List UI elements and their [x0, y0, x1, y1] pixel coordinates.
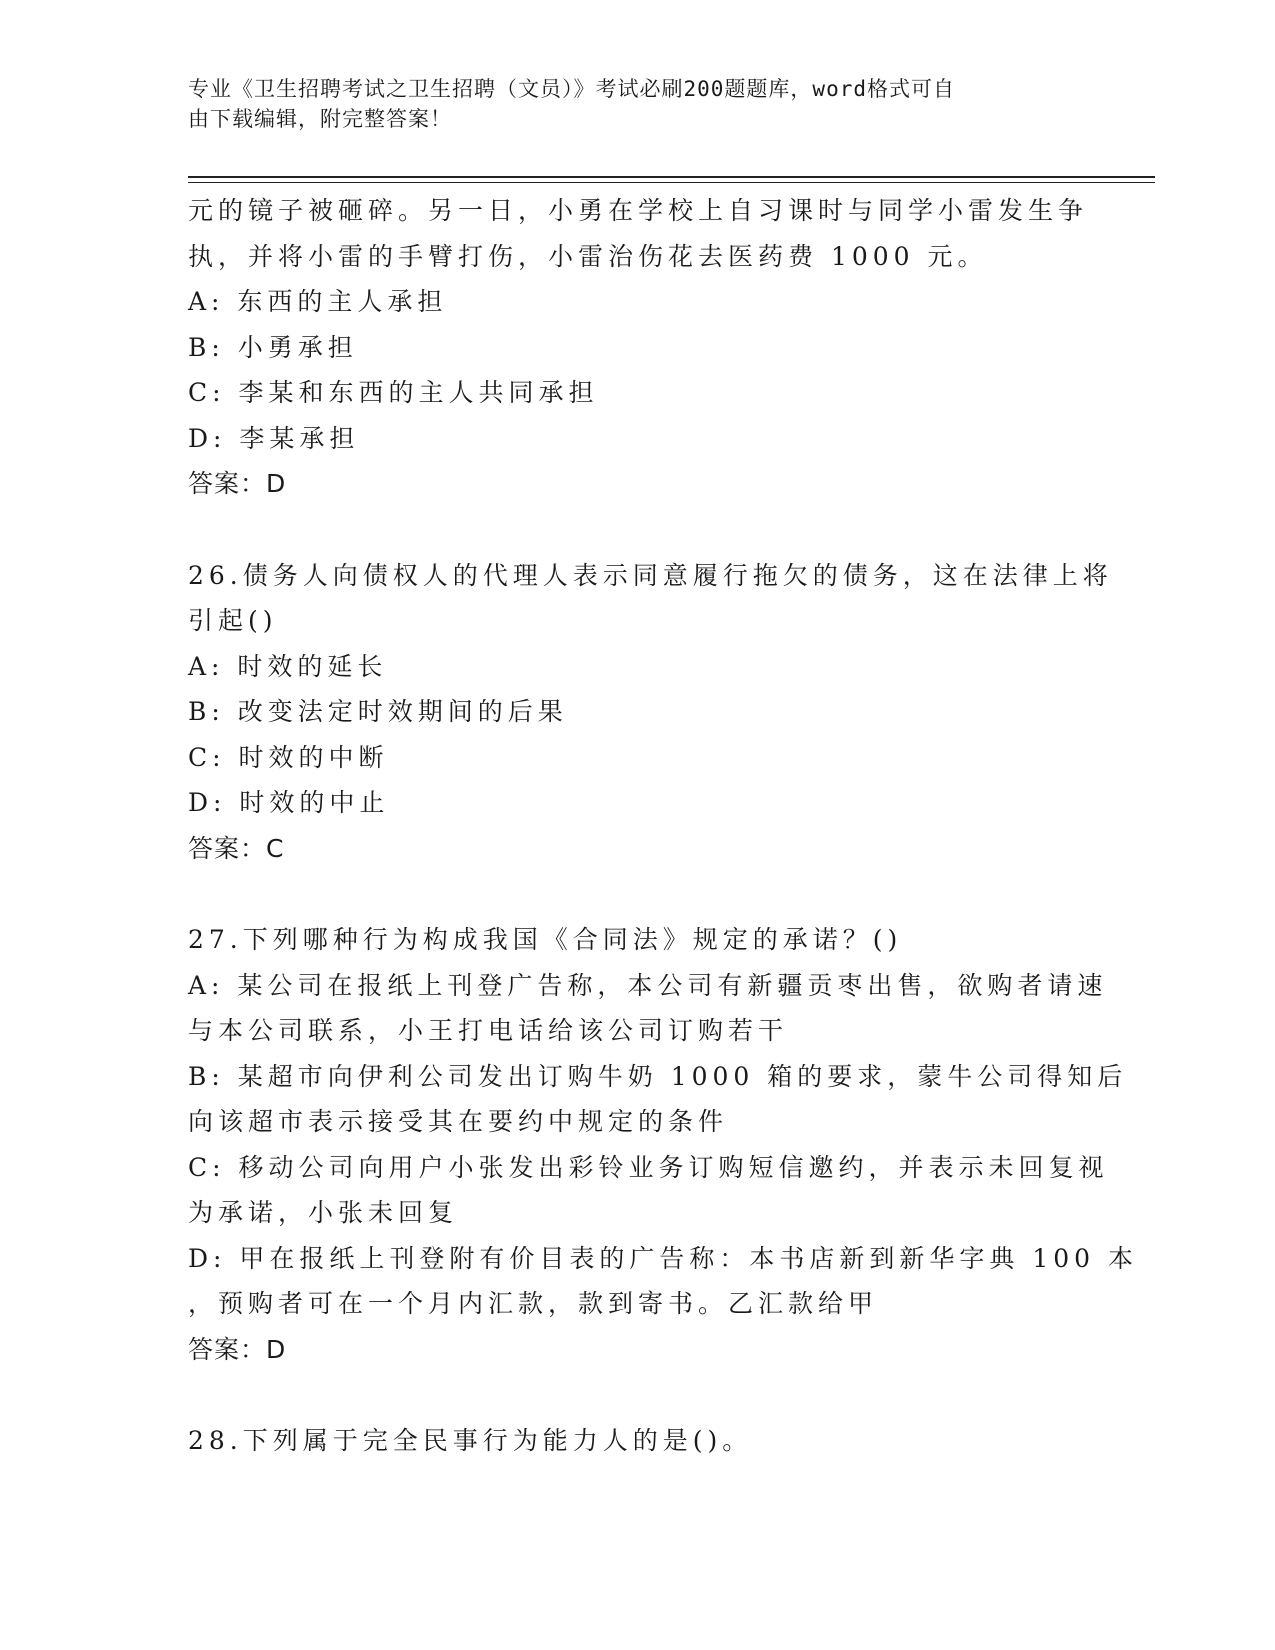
answer-line: 答案：C — [188, 833, 285, 863]
document-header — [188, 74, 1068, 134]
answer-line: 答案：D — [188, 469, 287, 498]
spacer — [188, 871, 1128, 917]
option-b: B: 小勇承担 — [188, 332, 358, 362]
option-c: C: 李某和东西的主人共同承担 — [188, 378, 599, 407]
option-a-continued: 与本公司联系，小王打电话给该公司订购若干 — [188, 1016, 789, 1045]
header-divider-thin — [188, 182, 1155, 183]
option-d: D: 李某承担 — [188, 423, 360, 453]
spacer — [188, 1372, 1128, 1418]
option-a: A: 时效的延长 — [188, 651, 388, 681]
option-c: C: 时效的中断 — [188, 742, 389, 772]
spacer — [188, 507, 1128, 553]
question-text-line: 引起() — [188, 606, 278, 635]
answer-line: 答案：D — [188, 1334, 287, 1364]
option-b: B: 改变法定时效期间的后果 — [188, 697, 568, 726]
option-d: D: 时效的中止 — [188, 788, 390, 817]
question-text-line: 26.债务人向债权人的代理人表示同意履行拖欠的债务，这在法律上将 — [188, 560, 1113, 590]
option-d: D: 甲在报纸上刊登附有价目表的广告称：本书店新到新华字典 100 本 — [188, 1243, 1139, 1273]
option-b-continued: 向该超市表示接受其在要约中规定的条件 — [188, 1107, 729, 1136]
option-b: B: 某超市向伊利公司发出订购牛奶 1000 箱的要求，蒙牛公司得知后 — [188, 1061, 1128, 1091]
option-d-continued: ，预购者可在一个月内汇款，款到寄书。乙汇款给甲 — [188, 1289, 879, 1318]
question-text-line: 27.下列哪种行为构成我国《合同法》规定的承诺？() — [188, 925, 903, 954]
option-c: C: 移动公司向用户小张发出彩铃业务订购短信邀约，并表示未回复视 — [188, 1152, 1109, 1182]
header-line-1: 专业《卫生招聘考试之卫生招聘（文员）》考试必刷200题题库，word格式可自 — [188, 77, 955, 101]
question-text-line: 执，并将小雷的手臂打伤，小雷治伤花去医药费 1000 元。 — [188, 241, 988, 271]
question-text-line: 元的镜子被砸碎。另一日，小勇在学校上自习课时与同学小雷发生争 — [188, 196, 1089, 225]
header-divider — [188, 176, 1155, 178]
question-text-line: 28.下列属于完全民事行为能力人的是()。 — [188, 1426, 753, 1455]
document-body — [188, 188, 1139, 1464]
option-a: A: 东西的主人承担 — [188, 287, 448, 316]
option-a: A: 某公司在报纸上刊登广告称，本公司有新疆贡枣出售，欲购者请速 — [188, 970, 1108, 1000]
option-c-continued: 为承诺，小张未回复 — [188, 1198, 459, 1227]
header-line-2: 由下载编辑，附完整答案！ — [188, 107, 452, 131]
